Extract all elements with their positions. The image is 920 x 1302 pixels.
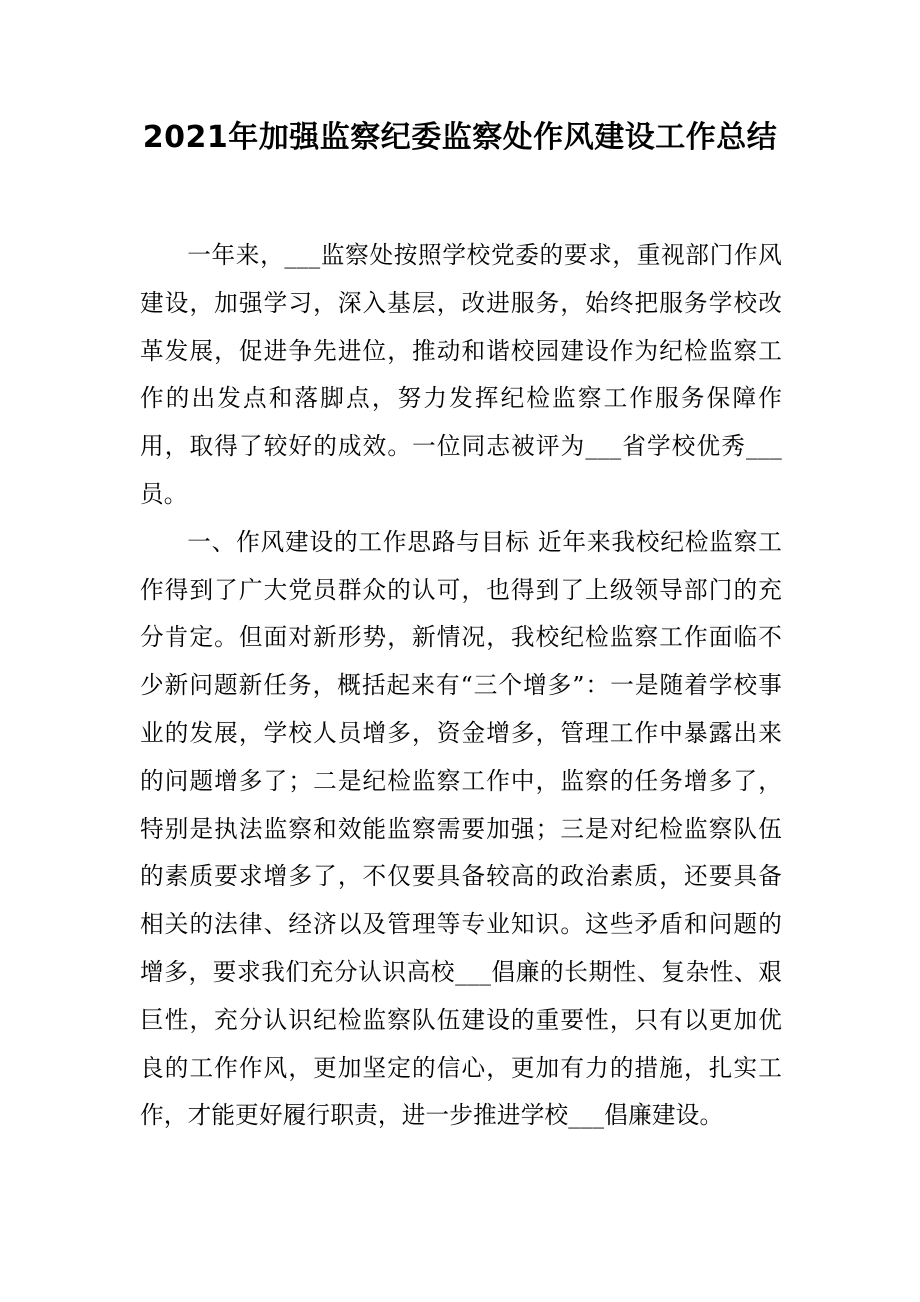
paragraph-intro: 一年来，___监察处按照学校党委的要求，重视部门作风建设，加强学习，深入基层，改进服务，始终把服务学校改革发展，促进争先进位，推动和谐校园建设作为纪检监察工作的出发点和落脚点，努力发挥纪检监察工作服务保障作用，取得了较好的成效。一位同志被评为___省学校优秀___员。 <box>140 241 782 508</box>
document-title: 2021年加强监察纪委监察处作风建设工作总结 <box>142 120 778 155</box>
document-body <box>140 232 782 1140</box>
paragraph-section-one: 一、作风建设的工作思路与目标 近年来我校纪检监察工作得到了广大党员群众的认可，也得到了上级领导部门的充分肯定。但面对新形势，新情况，我校纪检监察工作面临不少新问题新任务，概括起来有“三个增多”：一是随着学校事业的发展，学校人员增多，资金增多，管理工作中暴露出来的问题增多了；二是纪检监察工作中，监察的任务增多了，特别是执法监察和效能监察需要加强；三是对纪检监察队伍的素质要求增多了，不仅要具备较高的政治素质，还要具备相关的法律、经济以及管理等专业知识。这些矛盾和问题的增多，要求我们充分认识高校___倡廉的长期性、复杂性、艰巨性，充分认识纪检监察队伍建设的重要性，只有以更加优良的工作作风，更加坚定的信心，更加有力的措施，扎实工作，才能更好履行职责，进一步推进学校___倡廉建设。 <box>140 527 782 1130</box>
